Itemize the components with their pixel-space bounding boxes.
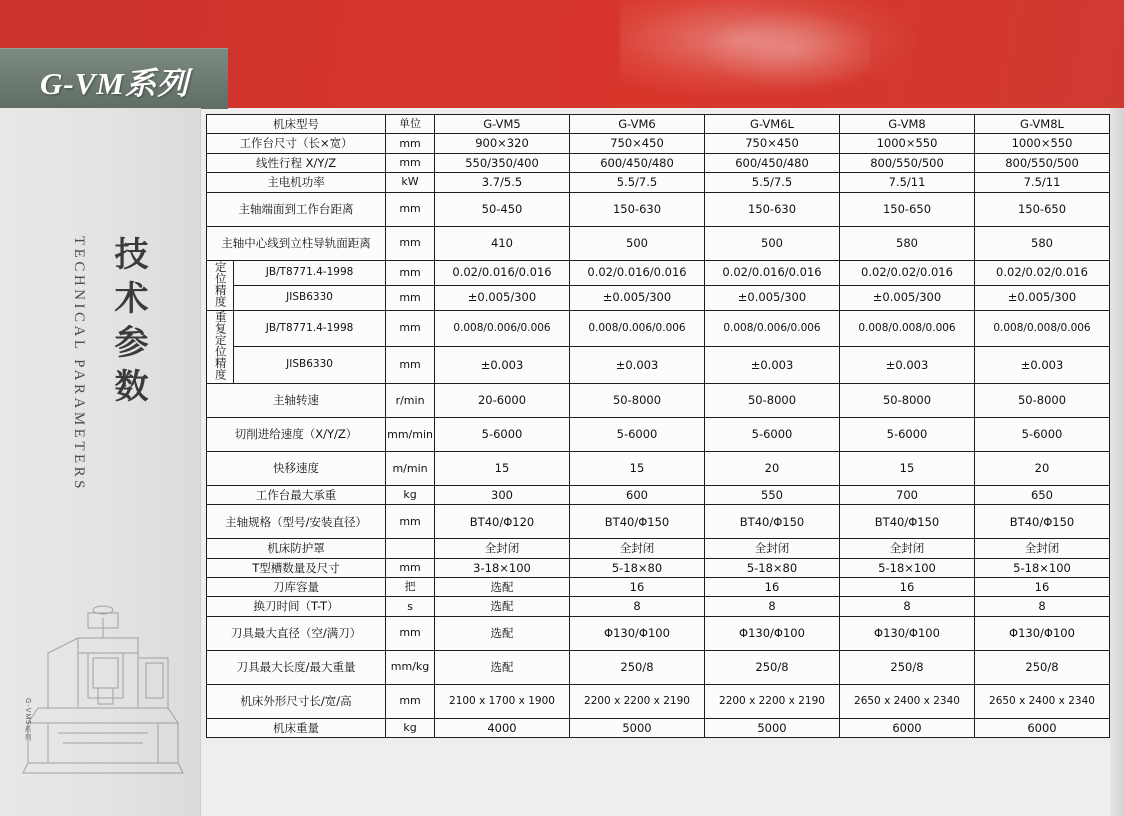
header-column-6: G-VM8L (975, 115, 1110, 134)
cell-value: 50-8000 (840, 383, 975, 417)
cell-value: 全封闭 (840, 539, 975, 558)
table-row (207, 597, 1110, 616)
product-series-logo: G-VM系列 (40, 66, 189, 101)
cell-value: 0.02/0.016/0.016 (570, 260, 705, 285)
machine-line-drawing (18, 558, 194, 808)
cell-value: ±0.005/300 (570, 285, 705, 310)
table-row (207, 539, 1110, 558)
cell-value: 全封闭 (435, 539, 570, 558)
table-row (207, 226, 1110, 260)
cell-value: 3.7/5.5 (435, 173, 570, 192)
table-row (207, 558, 1110, 577)
table-row (207, 153, 1110, 172)
row-unit: kW (386, 173, 435, 192)
table-row (207, 505, 1110, 539)
cell-value: ±0.003 (975, 346, 1110, 383)
row-label: 刀具最大直径（空/满刀） (207, 616, 386, 650)
table-header-row (207, 115, 1110, 134)
cell-value: 15 (570, 451, 705, 485)
cell-value: 16 (705, 578, 840, 597)
row-label: JISB6330 (234, 346, 386, 383)
table-row (207, 616, 1110, 650)
cell-value: 0.02/0.016/0.016 (705, 260, 840, 285)
cell-value: 0.008/0.008/0.006 (975, 310, 1110, 346)
cell-value: 900×320 (435, 134, 570, 153)
cell-value: 选配 (435, 597, 570, 616)
cell-value: 16 (570, 578, 705, 597)
cell-value: 1000×550 (975, 134, 1110, 153)
cell-value: 选配 (435, 616, 570, 650)
cell-value: 5-6000 (840, 417, 975, 451)
specifications-table (206, 114, 1110, 738)
cell-value: 6000 (840, 718, 975, 737)
machine-caption: G-VM5系列 (24, 698, 31, 742)
cell-value: 580 (840, 226, 975, 260)
row-unit (386, 539, 435, 558)
cell-value: 选配 (435, 650, 570, 684)
cell-value: 0.008/0.008/0.006 (840, 310, 975, 346)
cell-value: 250/8 (840, 650, 975, 684)
row-label: 主轴端面到工作台距离 (207, 192, 386, 226)
table-row (207, 684, 1110, 718)
row-unit: kg (386, 485, 435, 504)
cell-value: 0.008/0.006/0.006 (705, 310, 840, 346)
row-label: JB/T8771.4-1998 (234, 260, 386, 285)
cell-value: 550/350/400 (435, 153, 570, 172)
header-column-5: G-VM8 (840, 115, 975, 134)
row-label: 机床重量 (207, 718, 386, 737)
header-column-3: G-VM6 (570, 115, 705, 134)
cell-value: 750×450 (705, 134, 840, 153)
cell-value: 15 (840, 451, 975, 485)
cell-value: 5-18×100 (975, 558, 1110, 577)
cell-value: 2200 x 2200 x 2190 (570, 684, 705, 718)
row-label: 快移速度 (207, 451, 386, 485)
cell-value: 800/550/500 (840, 153, 975, 172)
cell-value: 700 (840, 485, 975, 504)
cell-value: BT40/Φ150 (840, 505, 975, 539)
cell-value: ±0.003 (435, 346, 570, 383)
row-label: 切削进给速度（X/Y/Z） (207, 417, 386, 451)
cell-value: 500 (570, 226, 705, 260)
specifications-table-container (206, 114, 1110, 738)
row-label: 主轴中心线到立柱导轨面距离 (207, 226, 386, 260)
right-edge-strip (1110, 108, 1124, 816)
cell-value: 5-6000 (975, 417, 1110, 451)
header-column-2: G-VM5 (435, 115, 570, 134)
cell-value: 2650 x 2400 x 2340 (840, 684, 975, 718)
cell-value: BT40/Φ150 (705, 505, 840, 539)
row-label: 主电机功率 (207, 173, 386, 192)
row-label: T型槽数量及尺寸 (207, 558, 386, 577)
cell-value: 5-6000 (570, 417, 705, 451)
cell-value: ±0.005/300 (840, 285, 975, 310)
cell-value: 5-6000 (705, 417, 840, 451)
table-row (207, 260, 1110, 285)
row-unit: mm (386, 558, 435, 577)
cell-value: 1000×550 (840, 134, 975, 153)
cell-value: 0.02/0.02/0.016 (840, 260, 975, 285)
table-row (207, 346, 1110, 383)
row-label: 机床防护罩 (207, 539, 386, 558)
cell-value: 2650 x 2400 x 2340 (975, 684, 1110, 718)
cell-value: Φ130/Φ100 (840, 616, 975, 650)
cell-value: 全封闭 (570, 539, 705, 558)
cell-value: 8 (975, 597, 1110, 616)
cell-value: 550 (705, 485, 840, 504)
row-unit: mm (386, 505, 435, 539)
cell-value: 5.5/7.5 (570, 173, 705, 192)
cell-value: 600/450/480 (705, 153, 840, 172)
row-label: 线性行程 X/Y/Z (207, 153, 386, 172)
cell-value: 15 (435, 451, 570, 485)
cell-value: 580 (975, 226, 1110, 260)
cell-value: 410 (435, 226, 570, 260)
cell-value: 150-630 (570, 192, 705, 226)
cell-value: 全封闭 (975, 539, 1110, 558)
table-row (207, 310, 1110, 346)
row-unit: mm (386, 260, 435, 285)
row-unit: mm (386, 153, 435, 172)
table-row (207, 417, 1110, 451)
row-label: JB/T8771.4-1998 (234, 310, 386, 346)
sidebar (0, 108, 201, 816)
cell-value: 800/550/500 (975, 153, 1110, 172)
row-unit: mm (386, 684, 435, 718)
cell-value: 650 (975, 485, 1110, 504)
row-unit: kg (386, 718, 435, 737)
cell-value: 6000 (975, 718, 1110, 737)
sidebar-title-chinese: 技术参数 (108, 236, 148, 412)
cell-value: Φ130/Φ100 (705, 616, 840, 650)
row-unit: mm (386, 285, 435, 310)
cell-value: ±0.003 (570, 346, 705, 383)
cell-value: 5-6000 (435, 417, 570, 451)
cell-value: 2200 x 2200 x 2190 (705, 684, 840, 718)
table-row (207, 578, 1110, 597)
cell-value: 50-450 (435, 192, 570, 226)
cell-value: 16 (975, 578, 1110, 597)
row-unit: mm (386, 310, 435, 346)
row-label: 工作台最大承重 (207, 485, 386, 504)
row-label: 刀具最大长度/最大重量 (207, 650, 386, 684)
cell-value: 50-8000 (705, 383, 840, 417)
cell-value: ±0.003 (705, 346, 840, 383)
cell-value: 150-650 (840, 192, 975, 226)
row-unit: mm (386, 192, 435, 226)
row-label: 机床外形尺寸长/宽/高 (207, 684, 386, 718)
row-unit: mm (386, 616, 435, 650)
header-column-4: G-VM6L (705, 115, 840, 134)
cell-value: 0.02/0.02/0.016 (975, 260, 1110, 285)
table-row (207, 383, 1110, 417)
cell-value: 16 (840, 578, 975, 597)
table-row (207, 650, 1110, 684)
row-label: 主轴规格（型号/安装直径） (207, 505, 386, 539)
row-label: 工作台尺寸（长×宽） (207, 134, 386, 153)
table-row (207, 134, 1110, 153)
cell-value: 全封闭 (705, 539, 840, 558)
table-row (207, 285, 1110, 310)
header-model: 机床型号 (207, 115, 386, 134)
cell-value: 750×450 (570, 134, 705, 153)
cell-value: 600 (570, 485, 705, 504)
cell-value: 2100 x 1700 x 1900 (435, 684, 570, 718)
cell-value: ±0.005/300 (705, 285, 840, 310)
cell-value: 7.5/11 (975, 173, 1110, 192)
cell-value: 选配 (435, 578, 570, 597)
row-unit: mm/min (386, 417, 435, 451)
cell-value: 250/8 (705, 650, 840, 684)
row-unit: r/min (386, 383, 435, 417)
sidebar-title-english: TECHNICAL PARAMETERS (71, 236, 87, 492)
cell-value: 50-8000 (570, 383, 705, 417)
cell-value: 150-650 (975, 192, 1110, 226)
cell-value: BT40/Φ150 (975, 505, 1110, 539)
cell-value: BT40/Φ150 (570, 505, 705, 539)
cell-value: 300 (435, 485, 570, 504)
row-unit: mm (386, 134, 435, 153)
cell-value: 5-18×80 (570, 558, 705, 577)
row-label: JISB6330 (234, 285, 386, 310)
table-row (207, 173, 1110, 192)
cell-value: 5-18×100 (840, 558, 975, 577)
cell-value: ±0.005/300 (435, 285, 570, 310)
row-unit: mm (386, 346, 435, 383)
cell-value: 20 (975, 451, 1110, 485)
row-label: 主轴转速 (207, 383, 386, 417)
cell-value: 20-6000 (435, 383, 570, 417)
row-group-label: 重复定位精度 (207, 310, 234, 383)
cell-value: BT40/Φ120 (435, 505, 570, 539)
cell-value: 7.5/11 (840, 173, 975, 192)
table-row (207, 718, 1110, 737)
cell-value: 250/8 (975, 650, 1110, 684)
cell-value: 5.5/7.5 (705, 173, 840, 192)
banner-smoke-graphic-secondary (700, 10, 870, 90)
cell-value: 0.008/0.006/0.006 (570, 310, 705, 346)
row-label: 刀库容量 (207, 578, 386, 597)
row-unit: mm/kg (386, 650, 435, 684)
row-unit: mm (386, 226, 435, 260)
cell-value: 50-8000 (975, 383, 1110, 417)
table-row (207, 192, 1110, 226)
cell-value: 150-630 (705, 192, 840, 226)
row-group-label: 定位精度 (207, 260, 234, 310)
table-row (207, 485, 1110, 504)
cell-value: 5-18×80 (705, 558, 840, 577)
cell-value: 5000 (570, 718, 705, 737)
cell-value: 5000 (705, 718, 840, 737)
row-label: 换刀时间（T-T） (207, 597, 386, 616)
cell-value: ±0.005/300 (975, 285, 1110, 310)
row-unit: s (386, 597, 435, 616)
cell-value: 20 (705, 451, 840, 485)
cell-value: Φ130/Φ100 (570, 616, 705, 650)
cell-value: 8 (840, 597, 975, 616)
cell-value: Φ130/Φ100 (975, 616, 1110, 650)
header-unit: 单位 (386, 115, 435, 134)
cell-value: 8 (570, 597, 705, 616)
row-unit: m/min (386, 451, 435, 485)
cell-value: 8 (705, 597, 840, 616)
cell-value: 0.02/0.016/0.016 (435, 260, 570, 285)
cell-value: 500 (705, 226, 840, 260)
row-unit: 把 (386, 578, 435, 597)
cell-value: 0.008/0.006/0.006 (435, 310, 570, 346)
table-row (207, 451, 1110, 485)
cell-value: ±0.003 (840, 346, 975, 383)
cell-value: 250/8 (570, 650, 705, 684)
cell-value: 4000 (435, 718, 570, 737)
cell-value: 3-18×100 (435, 558, 570, 577)
cell-value: 600/450/480 (570, 153, 705, 172)
